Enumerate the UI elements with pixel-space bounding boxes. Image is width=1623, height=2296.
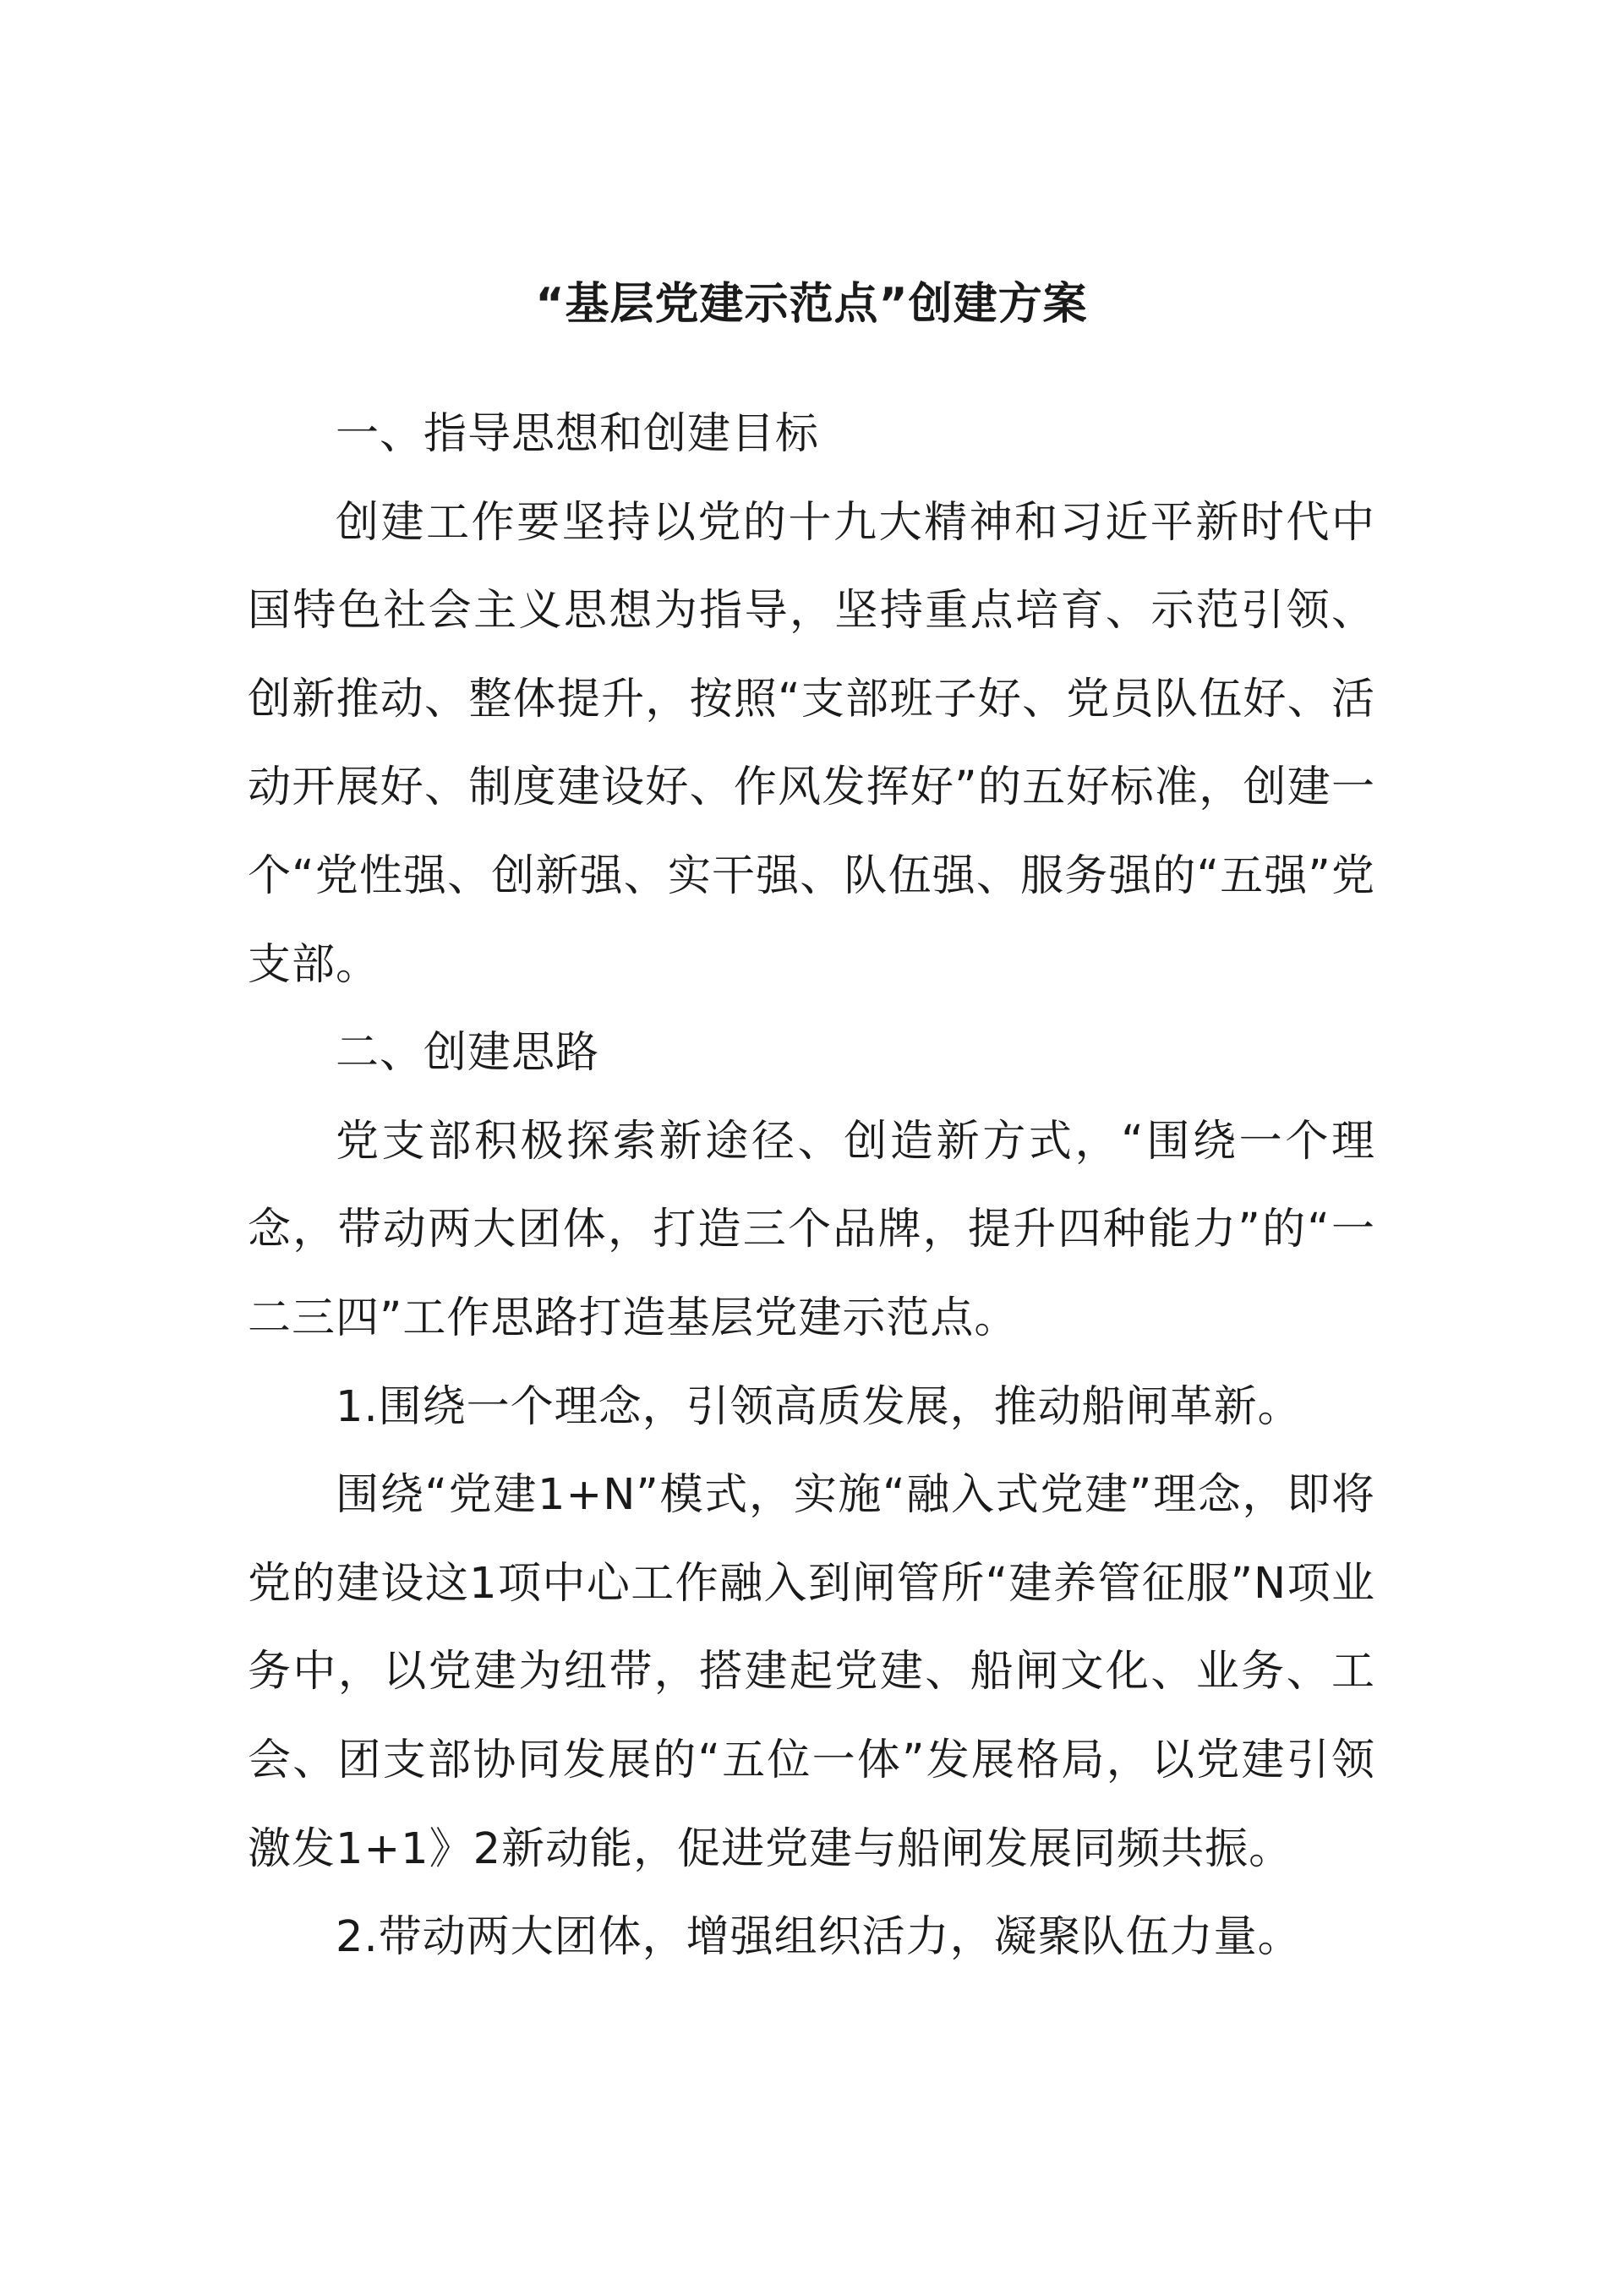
section-heading-approach: 二、创建思路 — [336, 1028, 600, 1079]
subheading-one-concept: 1.围绕一个理念，引领高质发展，推动船闸革新。 — [336, 1381, 1302, 1432]
paragraph-one-concept: 围绕“党建1+N”模式，实施“融入式党建”理念，即将党的建设这1项中心工作融入到闸管所“建养管征服”N项业务中，以党建为纽带，搭建起党建、船闸文化、业务、工会、团支部协同发展的“五位一体”发展格局，以党建引领激发1+1》2新动能，促进党建与船闸发展同频共振。 — [248, 1470, 1375, 1874]
paragraph-guiding-thought: 创建工作要坚持以党的十九大精神和习近平新时代中国特色社会主义思想为指导，坚持重点培育、示范引领、创新推动、整体提升，按照“支部班子好、党员队伍好、活动开展好、制度建设好、作风发挥好”的五好标准，创建一个“党性强、创新强、实干强、队伍强、服务强的“五强”党支部。 — [248, 497, 1375, 990]
paragraph-approach: 党支部积极探索新途径、创造新方式，“围绕一个理念，带动两大团体，打造三个品牌，提升四种能力”的“一二三四”工作思路打造基层党建示范点。 — [248, 1116, 1375, 1343]
section-heading-guiding-thought: 一、指导思想和创建目标 — [336, 409, 820, 459]
document-body — [248, 391, 1375, 1982]
subheading-two-groups: 2.带动两大团体，增强组织活力，凝聚队伍力量。 — [336, 1912, 1302, 1963]
document-title: “基层党建示范点”创建方案 — [535, 279, 1088, 330]
